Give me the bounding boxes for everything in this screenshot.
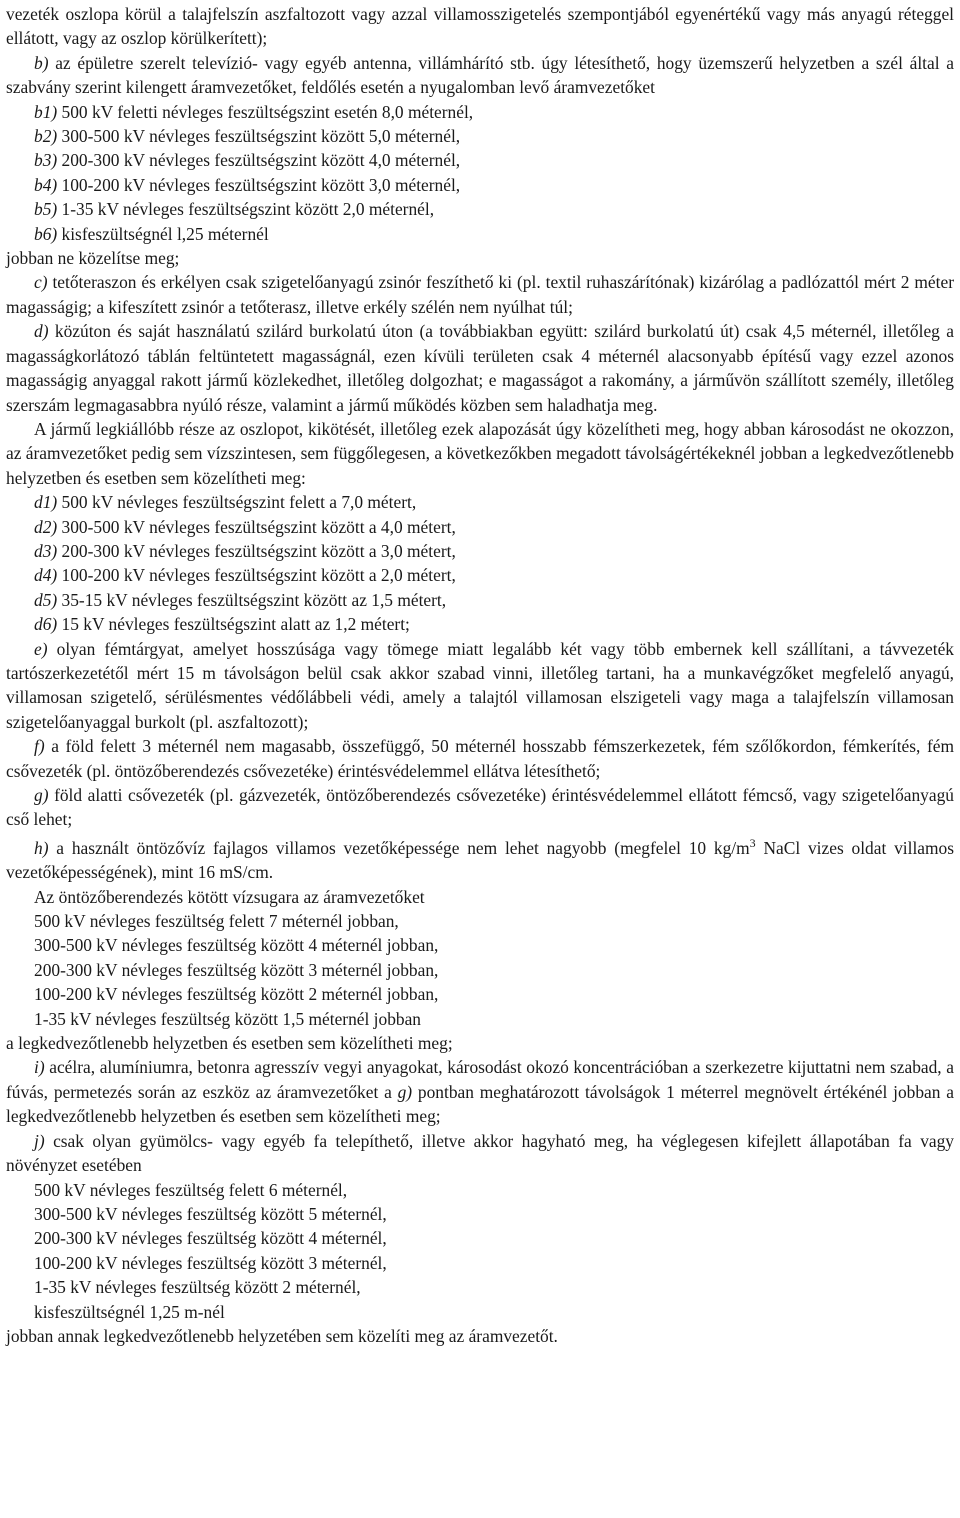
item-text-g: föld alatti csővezeték (pl. gázvezeték, öntözőberendezés csővezetéke) érintésvédelemmel ellátott fémcső, vagy szigetelőanyagú cső lehet; xyxy=(6,785,954,830)
list-item: 500 kV névleges feszültség felett 7 méternél jobban, xyxy=(34,911,399,932)
list-item: 1-35 kV névleges feszültség között 1,5 méternél jobban xyxy=(34,1008,422,1029)
item-text-h: a használt öntözővíz fajlagos villamos vezetőképessége nem lehet nagyobb (megfelel 10 kg/m xyxy=(48,837,750,858)
item-text-c: tetőteraszon és erkélyen csak szigetelőanyagú zsinór feszíthető ki (pl. textil ruhaszárítónak) kizárólag a padlózattól mért 2 méter magasságig; a kifeszített zsinór a tetőterasz, illetve erkély szélén nem nyúlhat túl; xyxy=(6,272,954,317)
list-item-b3 xyxy=(6,148,954,172)
item-text-h-cont: NaCl vizes oldat villamos vezetőképességének), mint 16 mS/cm. xyxy=(6,837,954,883)
list-item-d6 xyxy=(6,612,954,636)
paragraph-e xyxy=(6,637,954,735)
paragraph-i xyxy=(6,1055,954,1128)
paragraph-b-close: jobban ne közelítse meg; xyxy=(6,248,180,269)
item-text: 300-500 kV névleges feszültségszint között a 4,0 métert, xyxy=(57,516,456,537)
item-label: b1) xyxy=(34,101,58,122)
paragraph-a-continued: vezeték oszlopa körül a talajfelszín aszfaltozott vagy azzal villamosszigetelés szempontjából egyenértékű vagy más anyagú réteggel ellátott, vagy az oszlop körülkerített); xyxy=(6,4,954,49)
item-text: 1-35 kV névleges feszültségszint között 2,0 méternél, xyxy=(57,199,435,220)
item-label: d1) xyxy=(34,492,58,513)
item-label-j: j) xyxy=(34,1130,45,1151)
item-label: b3) xyxy=(34,150,58,171)
item-label: b4) xyxy=(34,174,58,195)
item-text: 500 kV névleges feszültségszint felett a 7,0 métert, xyxy=(57,492,417,513)
item-text: 15 kV névleges feszültségszint alatt az 1,2 métert; xyxy=(57,614,410,635)
list-j-distances xyxy=(6,1178,954,1324)
paragraph-c xyxy=(6,270,954,319)
item-label: d5) xyxy=(34,589,58,610)
list-item: 200-300 kV névleges feszültség között 4 méternél, xyxy=(34,1228,387,1249)
item-text-e: olyan fémtárgyat, amelyet hosszúsága vagy tömege miatt legalább két vagy több embernek kell szállítani, a távvezeték tartószerkezetétől mért 15 m távolságon belül csak akkor szabad vinni, illetőleg tartani, ha a munkavégzőket megfelelő anyagú, villamosan szigetelő, sérülésmentes védőlábbeli védi, amely a talajtól villamosan elszigeteli vagy maga a talajfelszín villamosan szigetelőanyaggal burkolt (pl. aszfaltozott); xyxy=(6,638,954,732)
list-item-b1 xyxy=(6,100,954,124)
item-label-g: g) xyxy=(34,785,49,805)
list-item-b2 xyxy=(6,124,954,148)
superscript-exponent: 3 xyxy=(749,836,756,851)
item-text: 500 kV feletti névleges feszültségszint esetén 8,0 méternél, xyxy=(57,101,474,122)
item-text-f: a föld felett 3 méternél nem magasabb, összefüggő, 50 méternél hosszabb fémszerkezetek, fém szőlőkordon, fémkerítés, fém csővezeték (pl. öntözőberendezés csővezetéke) érintésvédelemmel ellátva létesíthető; xyxy=(6,736,954,781)
item-label-h: h) xyxy=(34,837,49,858)
item-text: 200-300 kV névleges feszültségszint között a 3,0 métert, xyxy=(57,540,456,561)
list-item-d1 xyxy=(6,490,954,514)
item-label: d6) xyxy=(34,614,58,635)
list-item: 500 kV névleges feszültség felett 6 méternél, xyxy=(34,1179,348,1200)
paragraph-d xyxy=(6,319,954,417)
list-item: 1-35 kV névleges feszültség között 2 méternél, xyxy=(34,1277,361,1298)
list-b-distances xyxy=(6,100,954,246)
paragraph-h xyxy=(6,836,954,885)
item-label: d2) xyxy=(34,516,58,537)
item-text: kisfeszültségnél l,25 méternél xyxy=(57,223,269,244)
item-text: 100-200 kV névleges feszültségszint között 3,0 méternél, xyxy=(57,174,461,195)
item-text-d: közúton és saját használatú szilárd burkolatú úton (a továbbiakban együtt: szilárd burkolatú út) csak 4,5 méternél, illetőleg a magasságkorlátozó táblán feltüntetett magasságnál, ezen kívüli területen csak 4 méternél alacsonyabb építésű vagy ezzel azonos magasságig anyaggal rakott jármű közlekedhet, illetőleg dolgozhat; e magasságot a rakomány, a járművön szállított személy, illetőleg szerszám legmagasabbra nyúló része, valamint a jármű működés közben sem haladhatja meg. xyxy=(6,321,954,415)
paragraph-f xyxy=(6,734,954,783)
paragraph-j xyxy=(6,1129,954,1178)
item-label-d: d) xyxy=(34,321,49,342)
item-text: 35-15 kV névleges feszültségszint között az 1,5 métert, xyxy=(57,589,447,610)
item-label-e: e) xyxy=(34,638,48,659)
item-text: 300-500 kV névleges feszültségszint között 5,0 méternél, xyxy=(57,126,461,147)
item-label-f: f) xyxy=(34,736,45,757)
paragraph-g xyxy=(6,783,954,832)
item-label: b2) xyxy=(34,126,58,147)
paragraph-j-close: jobban annak legkedvezőtlenebb helyzetében sem közelíti meg az áramvezetőt. xyxy=(6,1325,558,1346)
list-d-distances xyxy=(6,490,954,636)
item-text-i-cont: pontban meghatározott távolságok 1 méterrel megnövelt értékénél jobban a legkedvezőtlenebb helyzetben és esetben sem közelítheti meg; xyxy=(6,1081,954,1127)
list-item-b5 xyxy=(6,197,954,221)
list-item: kisfeszültségnél 1,25 m-nél xyxy=(34,1301,225,1322)
list-item: 300-500 kV névleges feszültség között 5 méternél, xyxy=(34,1203,387,1224)
list-item-d4 xyxy=(6,563,954,587)
item-text-b: az épületre szerelt televízió- vagy egyéb antenna, villámhárító stb. úgy létesíthető, hogy üzemszerű helyzetben a szél által a szabvány szerint kilengett áramvezetőket, feldőlés esetén a nyugalomban levő áramvezetőket xyxy=(6,52,954,98)
item-text-j: csak olyan gyümölcs- vagy egyéb fa telepíthető, illetve akkor hagyható meg, ha véglegesen kifejlett állapotában fa vagy növényzet esetében xyxy=(6,1130,954,1176)
irrigation-heading: Az öntözőberendezés kötött vízsugara az áramvezetőket xyxy=(34,886,425,907)
item-label-c: c) xyxy=(34,272,48,293)
list-item-d5 xyxy=(6,588,954,612)
paragraph-b xyxy=(6,51,954,100)
item-ref-g: g) xyxy=(397,1081,413,1102)
list-item-d3 xyxy=(6,539,954,563)
list-item-b4 xyxy=(6,173,954,197)
item-label: b6) xyxy=(34,223,58,244)
item-text: 100-200 kV névleges feszültségszint között a 2,0 métert, xyxy=(57,565,456,586)
list-item: 200-300 kV névleges feszültség között 3 méternél jobban, xyxy=(34,959,439,980)
irrigation-close: a legkedvezőtlenebb helyzetben és esetben sem közelítheti meg; xyxy=(6,1033,453,1054)
item-text-i: acélra, alumíniumra, betonra agresszív vegyi anyagokat, károsodást okozó koncentrációban a szerkezetre kijuttatni nem szabad, a fúvás, permetezés során az eszköz az áramvezetőket a xyxy=(6,1057,954,1102)
item-label-b: b) xyxy=(34,52,49,73)
list-item-b6 xyxy=(6,222,954,246)
item-label-i: i) xyxy=(34,1057,45,1078)
paragraph-vehicle: A jármű legkiállóbb része az oszlopot, kikötését, illetőleg ezek alapozását úgy közelítheti meg, hogy abban károsodást ne okozzon, az áramvezetőket pedig sem vízszintesen, sem függőlegesen, a következőkben megadott távolságértékeknél jobban a legkedvezőtlenebb helyzetben és esetben sem közelítheti meg: xyxy=(6,418,954,488)
list-irrigation-distances xyxy=(6,909,954,1031)
item-label: d3) xyxy=(34,540,58,561)
list-item: 300-500 kV névleges feszültség között 4 méternél jobban, xyxy=(34,935,439,956)
item-text: 200-300 kV névleges feszültségszint között 4,0 méternél, xyxy=(57,150,461,171)
list-item-d2 xyxy=(6,515,954,539)
list-item: 100-200 kV névleges feszültség között 2 méternél jobban, xyxy=(34,984,439,1005)
list-item: 100-200 kV névleges feszültség között 3 méternél, xyxy=(34,1252,387,1273)
item-label: b5) xyxy=(34,199,58,220)
item-label: d4) xyxy=(34,565,58,586)
